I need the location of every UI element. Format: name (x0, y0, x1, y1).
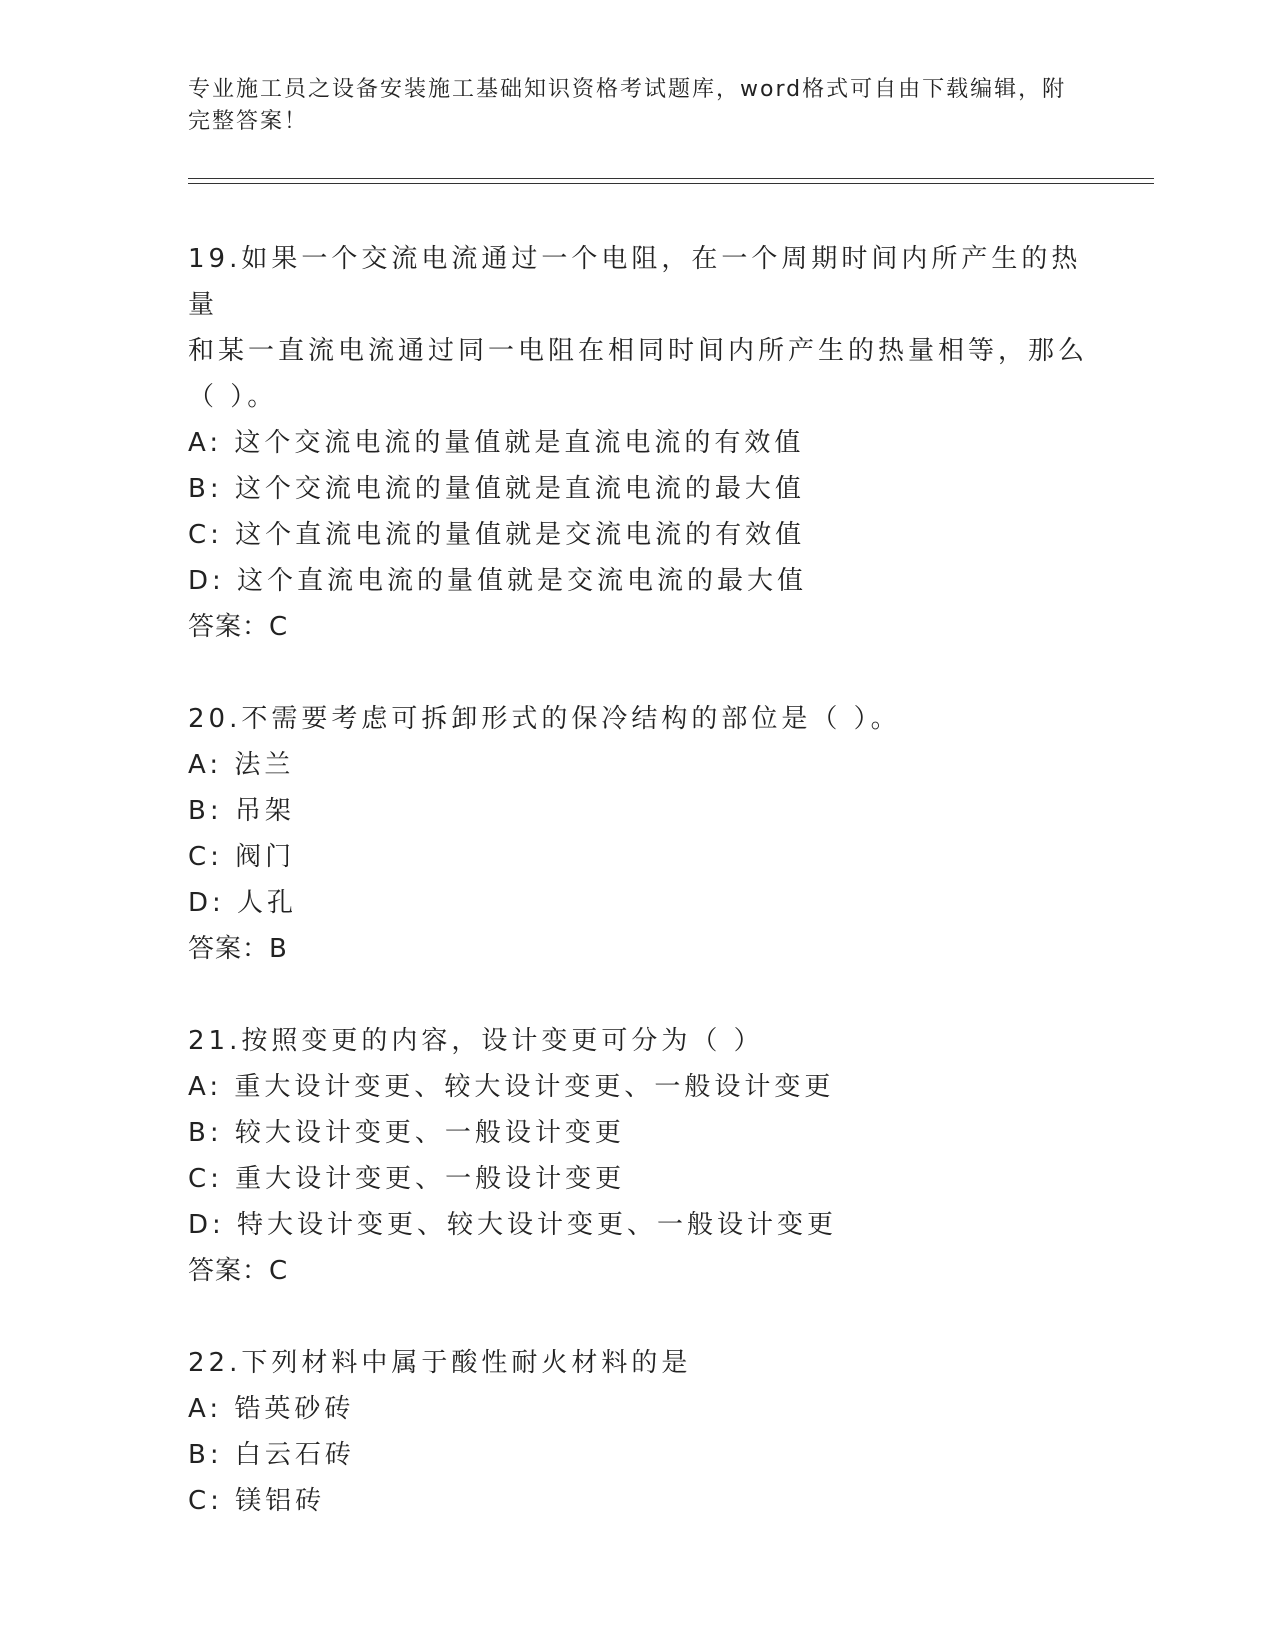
answer-option: D: 特大设计变更、较大设计变更、一般设计变更 (188, 1210, 838, 1240)
correct-answer: 答案：B (188, 934, 288, 964)
question-block (188, 236, 1088, 650)
question-stem-line: 21.按照变更的内容，设计变更可分为（ ） (188, 1026, 764, 1056)
correct-answer: 答案：C (188, 612, 289, 642)
answer-option: B: 吊架 (188, 796, 295, 826)
answer-option: D: 这个直流电流的量值就是交流电流的最大值 (188, 566, 808, 596)
answer-option: B: 较大设计变更、一般设计变更 (188, 1118, 625, 1148)
question-stem-line: 19.如果一个交流电流通过一个电阻，在一个周期时间内所产生的热量 (188, 244, 1082, 320)
question-block (188, 1018, 1088, 1294)
question-stem-line: 20.不需要考虑可拆卸形式的保冷结构的部位是（ ）。 (188, 704, 901, 734)
answer-option: C: 镁铝砖 (188, 1486, 326, 1516)
answer-option: A: 锆英砂砖 (188, 1394, 355, 1424)
header-divider-line (188, 183, 1154, 184)
question-stem-line: 22.下列材料中属于酸性耐火材料的是 (188, 1348, 692, 1378)
answer-option: A: 法兰 (188, 750, 295, 780)
header-divider-line (188, 178, 1154, 179)
document-header: 专业施工员之设备安装施工基础知识资格考试题库，word格式可自由下载编辑，附完整答案！ (188, 77, 1067, 134)
question-block (188, 1340, 1088, 1524)
answer-option: D: 人孔 (188, 888, 298, 918)
question-list (188, 236, 1088, 1570)
answer-option: C: 重大设计变更、一般设计变更 (188, 1164, 626, 1194)
question-block (188, 696, 1088, 972)
answer-option: B: 这个交流电流的量值就是直流电流的最大值 (188, 474, 805, 504)
question-stem-line: 和某一直流电流通过同一电阻在相同时间内所产生的热量相等，那么 (188, 336, 1089, 366)
answer-option: B: 白云石砖 (188, 1440, 355, 1470)
answer-option: C: 阀门 (188, 842, 296, 872)
answer-option: A: 这个交流电流的量值就是直流电流的有效值 (188, 428, 805, 458)
question-stem-line: （ ）。 (188, 382, 278, 412)
answer-option: C: 这个直流电流的量值就是交流电流的有效值 (188, 520, 806, 550)
answer-option: A: 重大设计变更、较大设计变更、一般设计变更 (188, 1072, 835, 1102)
correct-answer: 答案：C (188, 1256, 289, 1286)
